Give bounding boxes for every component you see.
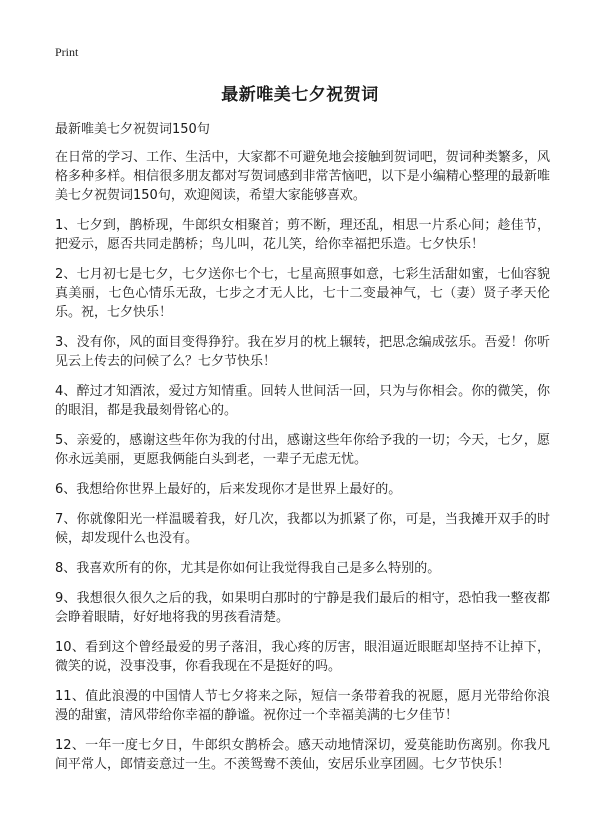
print-link[interactable]: Print [55, 45, 79, 59]
greeting-paragraph: 2、七月初七是七夕，七夕送你七个七，七星高照事如意，七彩生活甜如蜜，七仙容貌真美丽，七色心情乐无敌，七步之才无人比，七十二变最神气，七（妻）贤子孝天伦乐。祝，七夕快乐！ [55, 267, 550, 320]
greeting-paragraph: 4、醉过才知酒浓，爱过方知情重。回转人世间活一回，只为与你相会。你的微笑，你的眼泪，都是我最刻骨铭心的。 [55, 384, 550, 418]
article-body [55, 148, 550, 785]
article-subtitle: 最新唯美七夕祝贺词150句 [55, 122, 210, 137]
greeting-paragraph: 5、亲爱的，感谢这些年你为我的付出，感谢这些年你给予我的一切；今天，七夕，愿你永远美丽，更愿我俩能白头到老，一辈子无虑无忧。 [55, 433, 550, 467]
greeting-paragraph: 10、看到这个曾经最爱的男子落泪，我心疼的厉害，眼泪逼近眼眶却坚持不让掉下，微笑的说，没事没事，你看我现在不是挺好的吗。 [55, 640, 550, 674]
greeting-paragraph: 8、我喜欢所有的你，尤其是你如何让我觉得我自己是多么特别的。 [55, 561, 441, 576]
greeting-paragraph: 9、我想很久很久之后的我，如果明白那时的宁静是我们最后的相守，恐怕我一整夜都会睁着眼睛，好好地将我的男孩看清楚。 [55, 591, 550, 625]
greeting-paragraph: 1、七夕到，鹊桥现，牛郎织女相聚首；剪不断，理还乱，相思一片系心间；趁佳节，把爱示，愿否共同走鹊桥；鸟儿叫，花儿笑，给你幸福把乐造。七夕快乐！ [55, 218, 550, 252]
page-title: 最新唯美七夕祝贺词 [221, 85, 379, 105]
greeting-paragraph: 12、一年一度七夕日，牛郎织女鹊桥会。感天动地情深切，爱莫能助伤离别。你我凡间平常人，郎情妾意过一生。不羡鸳鸯不羡仙，安居乐业享团圆。七夕节快乐！ [55, 738, 550, 772]
greeting-paragraph: 6、我想给你世界上最好的，后来发现你才是世界上最好的。 [55, 482, 402, 497]
intro-paragraph: 在日常的学习、工作、生活中，大家都不可避免地会接触到贺词吧，贺词种类繁多，风格多种多样。相信很多朋友都对写贺词感到非常苦恼吧，以下是小编精心整理的最新唯美七夕祝贺词150句，欢迎阅读，希望大家能够喜欢。 [55, 150, 550, 203]
greeting-paragraph: 7、你就像阳光一样温暖着我，好几次，我都以为抓紧了你，可是，当我摊开双手的时候，却发现什么也没有。 [55, 512, 550, 546]
greeting-paragraph: 11、值此浪漫的中国情人节七夕将来之际，短信一条带着我的祝愿，愿月光带给你浪漫的甜蜜，清风带给你幸福的静谧。祝你过一个幸福美满的七夕佳节！ [55, 689, 550, 723]
greeting-paragraph: 3、没有你，风的面目变得狰狞。我在岁月的枕上辗转，把思念编成弦乐。吾爱！你听见云上传去的问候了么？七夕节快乐！ [55, 335, 550, 369]
